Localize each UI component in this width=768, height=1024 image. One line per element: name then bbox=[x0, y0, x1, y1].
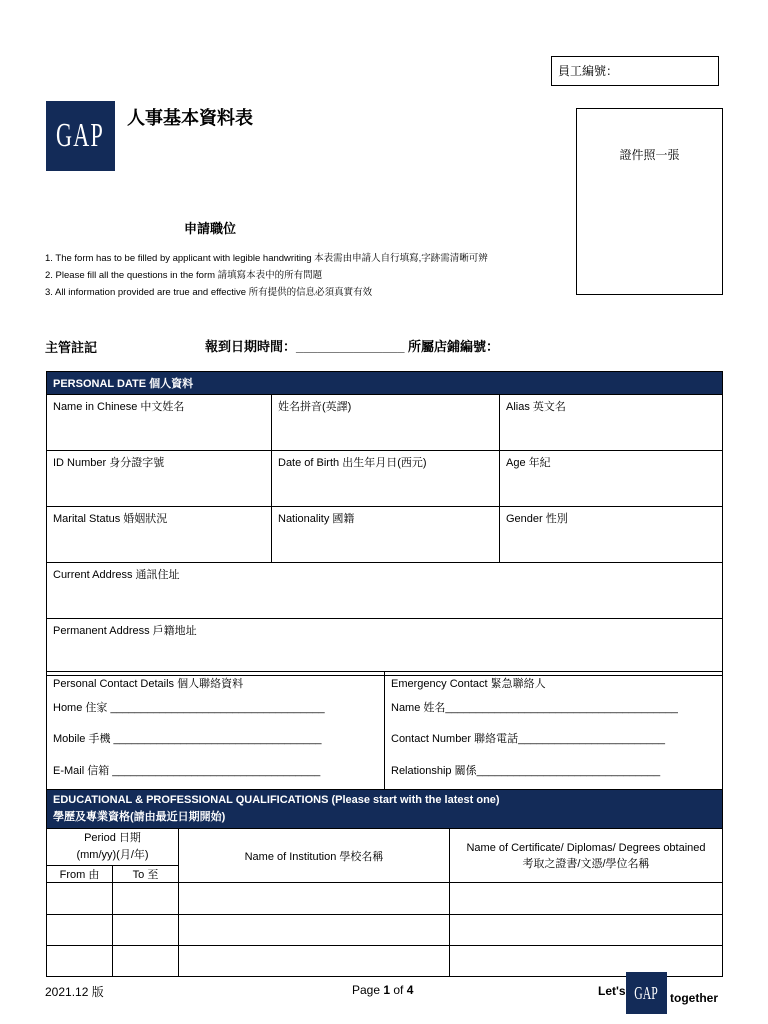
gap-logo-text: GAP bbox=[56, 117, 105, 154]
institution-header: Name of Institution 學校名稱 bbox=[179, 829, 450, 883]
emergency-name-field[interactable]: Name 姓名______________________________________ bbox=[391, 702, 678, 714]
alias-field[interactable] bbox=[500, 395, 723, 451]
current-address-label: Current Address 通訊住址 bbox=[53, 569, 180, 581]
name-pinyin-field[interactable] bbox=[272, 395, 500, 451]
from-cell[interactable] bbox=[47, 915, 113, 946]
nationality-label: Nationality 國籍 bbox=[278, 513, 355, 525]
education-row bbox=[47, 915, 723, 946]
emergency-contact-title: Emergency Contact 緊急聯絡人 bbox=[391, 678, 546, 690]
education-table bbox=[46, 789, 723, 977]
gender-label: Gender 性別 bbox=[506, 513, 568, 525]
gender-field[interactable] bbox=[500, 507, 723, 563]
institution-cell[interactable] bbox=[179, 883, 450, 915]
contact-table bbox=[46, 671, 723, 790]
page-prefix: Page bbox=[352, 983, 384, 997]
current-address-field[interactable] bbox=[47, 563, 723, 619]
education-section-header bbox=[47, 790, 723, 829]
photo-label: 證件照一張 bbox=[619, 148, 680, 162]
gap-logo-small bbox=[626, 972, 667, 1014]
age-field[interactable] bbox=[500, 451, 723, 507]
alias-label: Alias 英文名 bbox=[506, 401, 566, 413]
form-title: 人事基本資料表 bbox=[127, 108, 253, 128]
page-indicator bbox=[352, 983, 413, 997]
personal-contact-title: Personal Contact Details 個人聯絡資料 bbox=[53, 678, 244, 690]
page-current: 1 bbox=[383, 983, 391, 997]
supervisor-note-label: 主管註記 bbox=[45, 340, 98, 355]
name-chinese-field[interactable] bbox=[47, 395, 272, 451]
brand-slogan-lets: Let's bbox=[598, 984, 626, 998]
certificate-header bbox=[450, 829, 723, 883]
employee-number-field[interactable] bbox=[551, 56, 719, 86]
photo-box bbox=[576, 108, 723, 295]
id-number-field[interactable] bbox=[47, 451, 272, 507]
marital-status-label: Marital Status 婚姻狀況 bbox=[53, 513, 168, 525]
page-mid: of bbox=[390, 983, 407, 997]
to-cell[interactable] bbox=[113, 915, 179, 946]
instructions-list bbox=[45, 250, 488, 301]
education-row bbox=[47, 883, 723, 915]
certificate-label-cn: 考取之證書/文憑/學位名稱 bbox=[522, 857, 650, 870]
institution-cell[interactable] bbox=[179, 915, 450, 946]
emergency-contact-cell bbox=[385, 672, 723, 790]
from-cell[interactable] bbox=[47, 883, 113, 915]
education-title-en: EDUCATIONAL & PROFESSIONAL QUALIFICATIONS (Please start with the latest one) bbox=[53, 794, 500, 806]
email-field[interactable]: E-Mail 信箱 __________________________________ bbox=[53, 765, 321, 777]
permanent-address-label: Permanent Address 戶籍地址 bbox=[53, 625, 197, 637]
position-label: 申請職位 bbox=[184, 221, 237, 236]
instruction-item: 1. The form has to be filled by applicant with legible handwriting 本表需由申請人自行填寫,字跡需清晰可辨 bbox=[45, 253, 488, 264]
permanent-address-field[interactable] bbox=[47, 619, 723, 676]
page-total: 4 bbox=[406, 983, 414, 997]
age-label: Age 年紀 bbox=[506, 457, 551, 469]
certificate-cell[interactable] bbox=[450, 946, 723, 977]
personal-data-table bbox=[46, 371, 723, 676]
employee-number-label: 員工編號： bbox=[558, 64, 619, 78]
to-cell[interactable] bbox=[113, 883, 179, 915]
emergency-number-field[interactable]: Contact Number 聯絡電話________________________ bbox=[391, 733, 665, 745]
nationality-field[interactable] bbox=[272, 507, 500, 563]
education-title-cn: 學歷及專業資格(請由最近日期開始) bbox=[53, 811, 226, 823]
name-pinyin-label: 姓名拼音(英譯) bbox=[278, 401, 352, 413]
gap-logo-small-text: GAP bbox=[634, 982, 659, 1003]
education-row bbox=[47, 946, 723, 977]
mobile-field[interactable]: Mobile 手機 __________________________________ bbox=[53, 733, 322, 745]
from-header: From 由 bbox=[47, 866, 113, 883]
period-label: Period 日期 bbox=[84, 832, 141, 844]
marital-status-field[interactable] bbox=[47, 507, 272, 563]
period-header bbox=[47, 829, 179, 866]
dob-label: Date of Birth 出生年月日(西元) bbox=[278, 457, 427, 469]
to-header: To 至 bbox=[113, 866, 179, 883]
certificate-label-en: Name of Certificate/ Diplomas/ Degrees obtained bbox=[466, 841, 706, 854]
home-phone-field[interactable]: Home 住家 ___________________________________ bbox=[53, 702, 325, 714]
instruction-item: 3. All information provided are true and effective 所有提供的信息必須真實有效 bbox=[45, 287, 373, 298]
certificate-cell[interactable] bbox=[450, 883, 723, 915]
period-format-label: (mm/yy)(月/年) bbox=[76, 849, 149, 861]
personal-section-header: PERSONAL DATE 個人資料 bbox=[47, 372, 723, 395]
id-number-label: ID Number 身分證字號 bbox=[53, 457, 165, 469]
certificate-cell[interactable] bbox=[450, 915, 723, 946]
emergency-relationship-field[interactable]: Relationship 關係______________________________ bbox=[391, 765, 661, 777]
brand-slogan-together: together bbox=[670, 991, 718, 1005]
dob-field[interactable] bbox=[272, 451, 500, 507]
instruction-item: 2. Please fill all the questions in the form 請填寫本表中的所有問題 bbox=[45, 270, 323, 281]
from-cell[interactable] bbox=[47, 946, 113, 977]
institution-cell[interactable] bbox=[179, 946, 450, 977]
name-chinese-label: Name in Chinese 中文姓名 bbox=[53, 401, 185, 413]
report-date-line: 報到日期時間：_______________ 所屬店鋪編號： bbox=[205, 339, 500, 354]
form-version: 2021.12 版 bbox=[45, 985, 104, 999]
to-cell[interactable] bbox=[113, 946, 179, 977]
personal-contact-cell bbox=[47, 672, 385, 790]
